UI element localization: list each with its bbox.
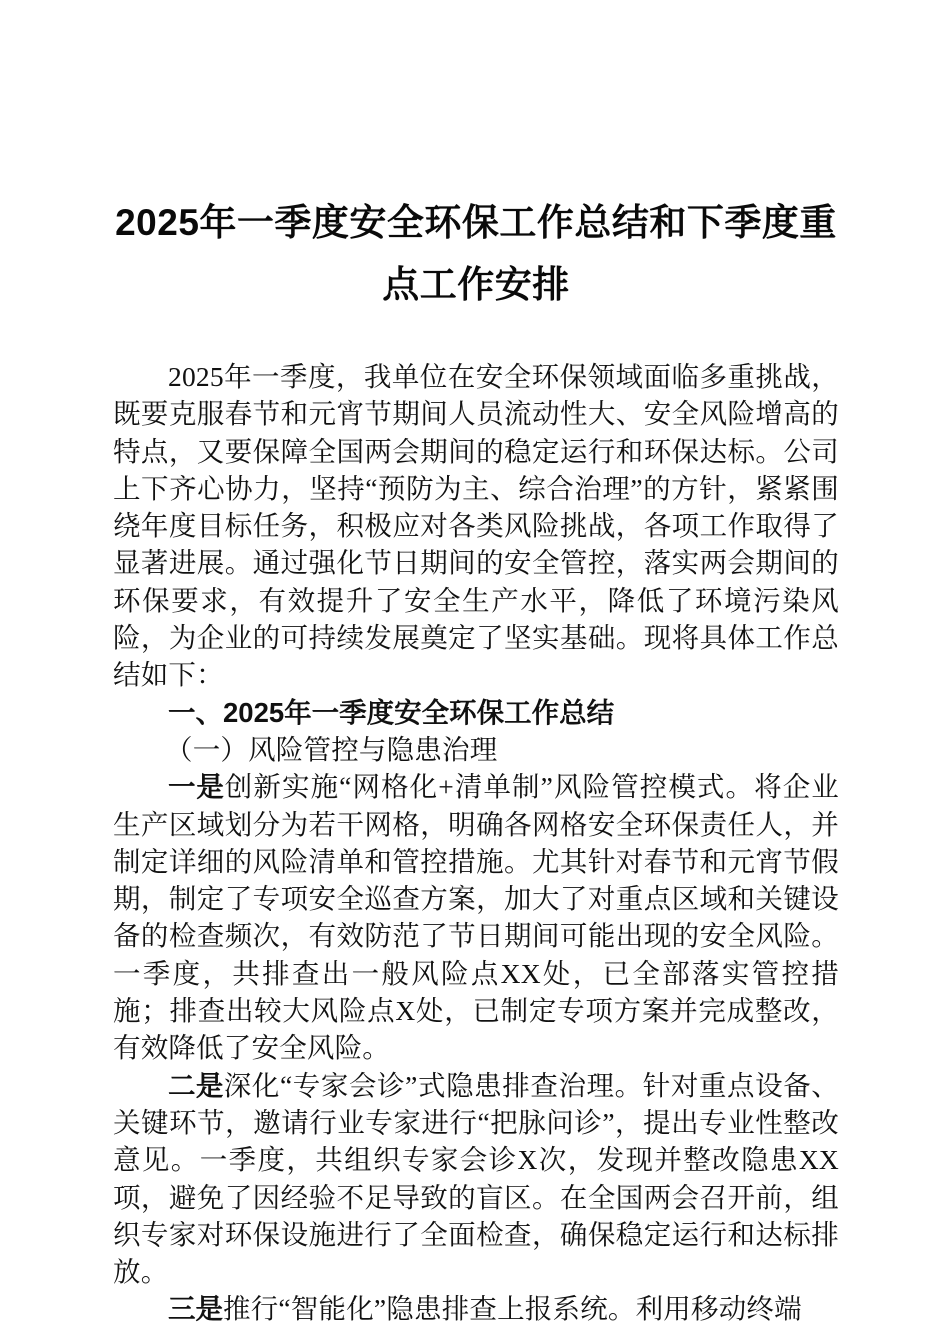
page-title-line-1: 2025年一季度安全环保工作总结和下季度重 (115, 202, 837, 243)
document-content (113, 0, 839, 1328)
page-title (113, 0, 839, 316)
heading-section-1: 一、2025年一季度安全环保工作总结 (168, 696, 615, 728)
item-1-lead-in: 一是 (168, 771, 225, 803)
page-title-line-2: 点工作安排 (382, 264, 570, 305)
item-2-body: 深化“专家会诊”式隐患排查治理。针对重点设备、关键环节，邀请行业专家进行“把脉问诊”，提出专业性整改意见。一季度，共组织专家会诊X次，发现并整改隐患XX项，避免了因经验不足导致的盲区。在全国两会召开前，组织专家对环保设施进行了全面检查，确保稳定运行和达标排放。 (113, 1069, 840, 1288)
item-2-lead-in: 二是 (168, 1069, 224, 1101)
paragraph-item-3 (113, 1290, 839, 1327)
item-3-lead-in: 三是 (168, 1293, 223, 1325)
item-1-body: 创新实施“网格化+清单制”风险管控模式。将企业生产区域划分为若干网格，明确各网格安全环保责任人，并制定详细的风险清单和管控措施。尤其针对春节和元宵节假期，制定了专项安全巡查方案，加大了对重点区域和关键设备的检查频次，有效防范了节日期间可能出现的安全风险。一季度，共排查出一般风险点XX处，已全部落实管控措施；排查出较大风险点X处，已制定专项方案并完成整改，有效降低了安全风险。 (113, 771, 839, 1064)
paragraph-item-2 (113, 1067, 839, 1291)
paragraph-item-1 (113, 768, 839, 1066)
item-3-body: 推行“智能化”隐患排查上报系统。利用移动终端 (223, 1293, 802, 1325)
paragraph-intro: 2025年一季度，我单位在安全环保领域面临多重挑战，既要克服春节和元宵节期间人员流动性大、安全风险增高的特点，又要保障全国两会期间的稳定运行和环保达标。公司上下齐心协力，坚持“预防为主、综合治理”的方针，紧紧围绕年度目标任务，积极应对各类风险挑战，各项工作取得了显著进展。通过强化节日期间的安全管控，落实两会期间的环保要求，有效提升了安全生产水平，降低了环境污染风险，为企业的可持续发展奠定了坚实基础。现将具体工作总结如下： (113, 361, 839, 691)
heading-subsection-1-1: （一）风险管控与隐患治理 (165, 733, 498, 765)
document-body (113, 358, 839, 1328)
